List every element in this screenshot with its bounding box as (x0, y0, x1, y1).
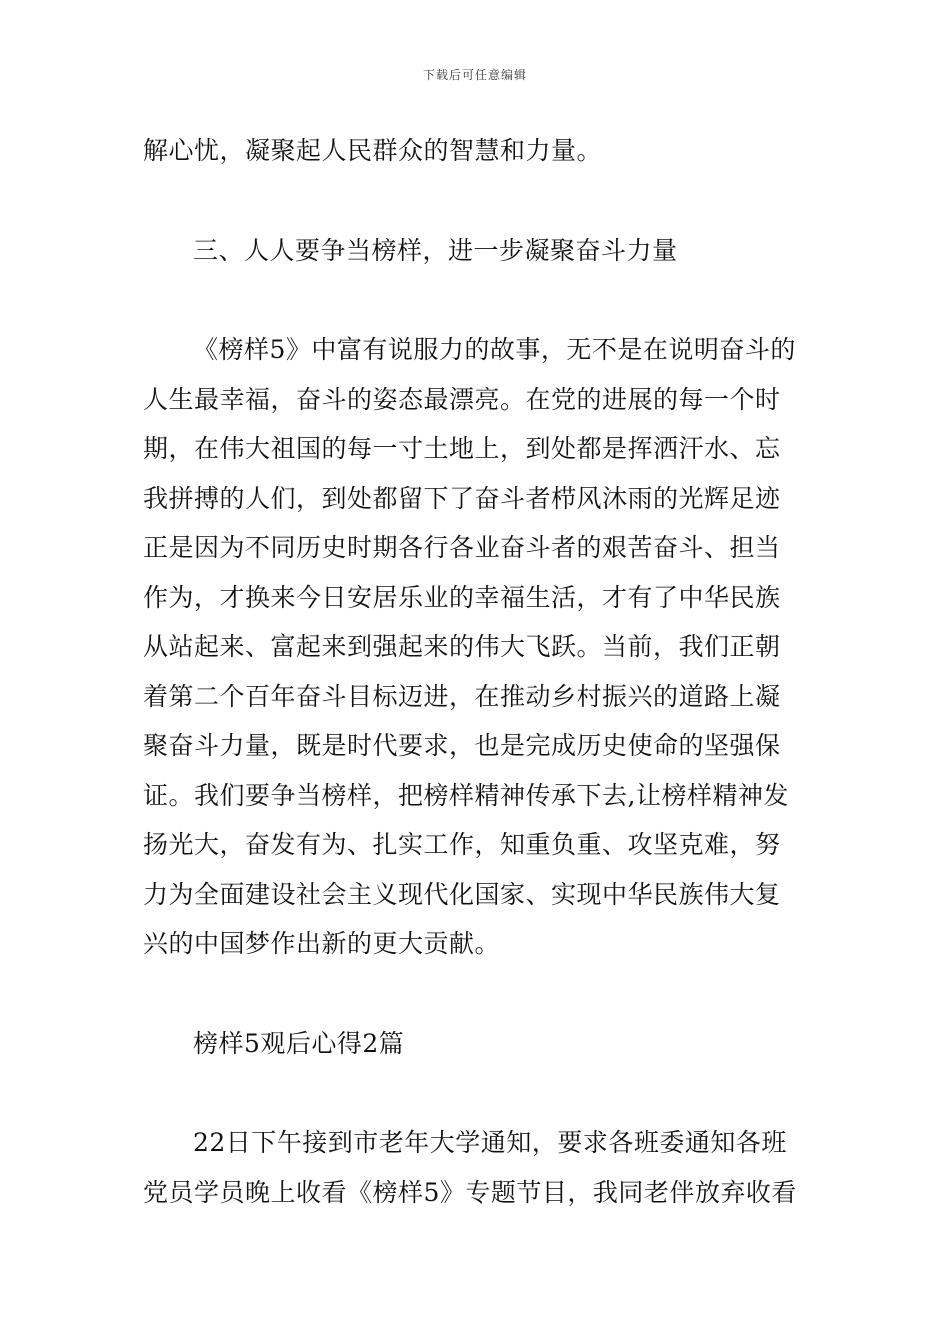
article-title: 榜样5观后心得2篇 (193, 1028, 405, 1058)
paragraph-line: 兴的中国梦作出新的更大贡献。 (143, 929, 501, 958)
section-heading: 三、人人要争当榜样，进一步凝聚奋斗力量 (193, 235, 678, 265)
paragraph-line: 人生最幸福，奋斗的姿态最漂亮。在党的进展的每一个时 (143, 384, 781, 414)
document-body (143, 126, 813, 1217)
paragraph-line: 党员学员晚上收看《榜样5》专题节目，我同老伴放弃收看 (143, 1177, 797, 1207)
paragraph-line: 聚奋斗力量，既是时代要求，也是完成历史使命的坚强保 (143, 731, 781, 760)
paragraph-line: 正是因为不同历史时期各行各业奋斗者的艰苦奋斗、担当 (143, 533, 781, 562)
paragraph-line: 22日下午接到市老年大学通知，要求各班委通知各班 (193, 1128, 787, 1157)
paragraph-line: 着第二个百年奋斗目标迈进，在推动乡村振兴的道路上凝 (143, 681, 781, 711)
paragraph-line: 力为全面建设社会主义现代化国家、实现中华民族伟大复 (143, 879, 781, 909)
paragraph-gap (143, 275, 813, 325)
paragraph-gap (143, 1068, 813, 1118)
paragraph-line: 扬光大，奋发有为、扎实工作，知重负重、攻坚克难，努 (143, 830, 781, 859)
paragraph-line: 我拼搏的人们，到处都留下了奋斗者栉风沐雨的光辉足迹 (143, 483, 781, 513)
paragraph-line: 从站起来、富起来到强起来的伟大飞跃。当前，我们正朝 (143, 632, 781, 661)
page-header: 下载后可任意编辑 (422, 68, 527, 82)
paragraph-line: 解心忧，凝聚起人民群众的智慧和力量。 (143, 136, 603, 165)
paragraph-gap (143, 176, 813, 226)
paragraph-line: 期，在伟大祖国的每一寸土地上，到处都是挥洒汗水、忘 (143, 434, 781, 463)
paragraph-gap (143, 969, 813, 1019)
paragraph-line: 《榜样5》中富有说服力的故事，无不是在说明奋斗的 (193, 335, 796, 364)
paragraph-line: 证。我们要争当榜样，把榜样精神传承下去,让榜样精神发 (143, 780, 789, 810)
paragraph-line: 作为，才换来今日安居乐业的幸福生活，才有了中华民族 (143, 582, 781, 612)
